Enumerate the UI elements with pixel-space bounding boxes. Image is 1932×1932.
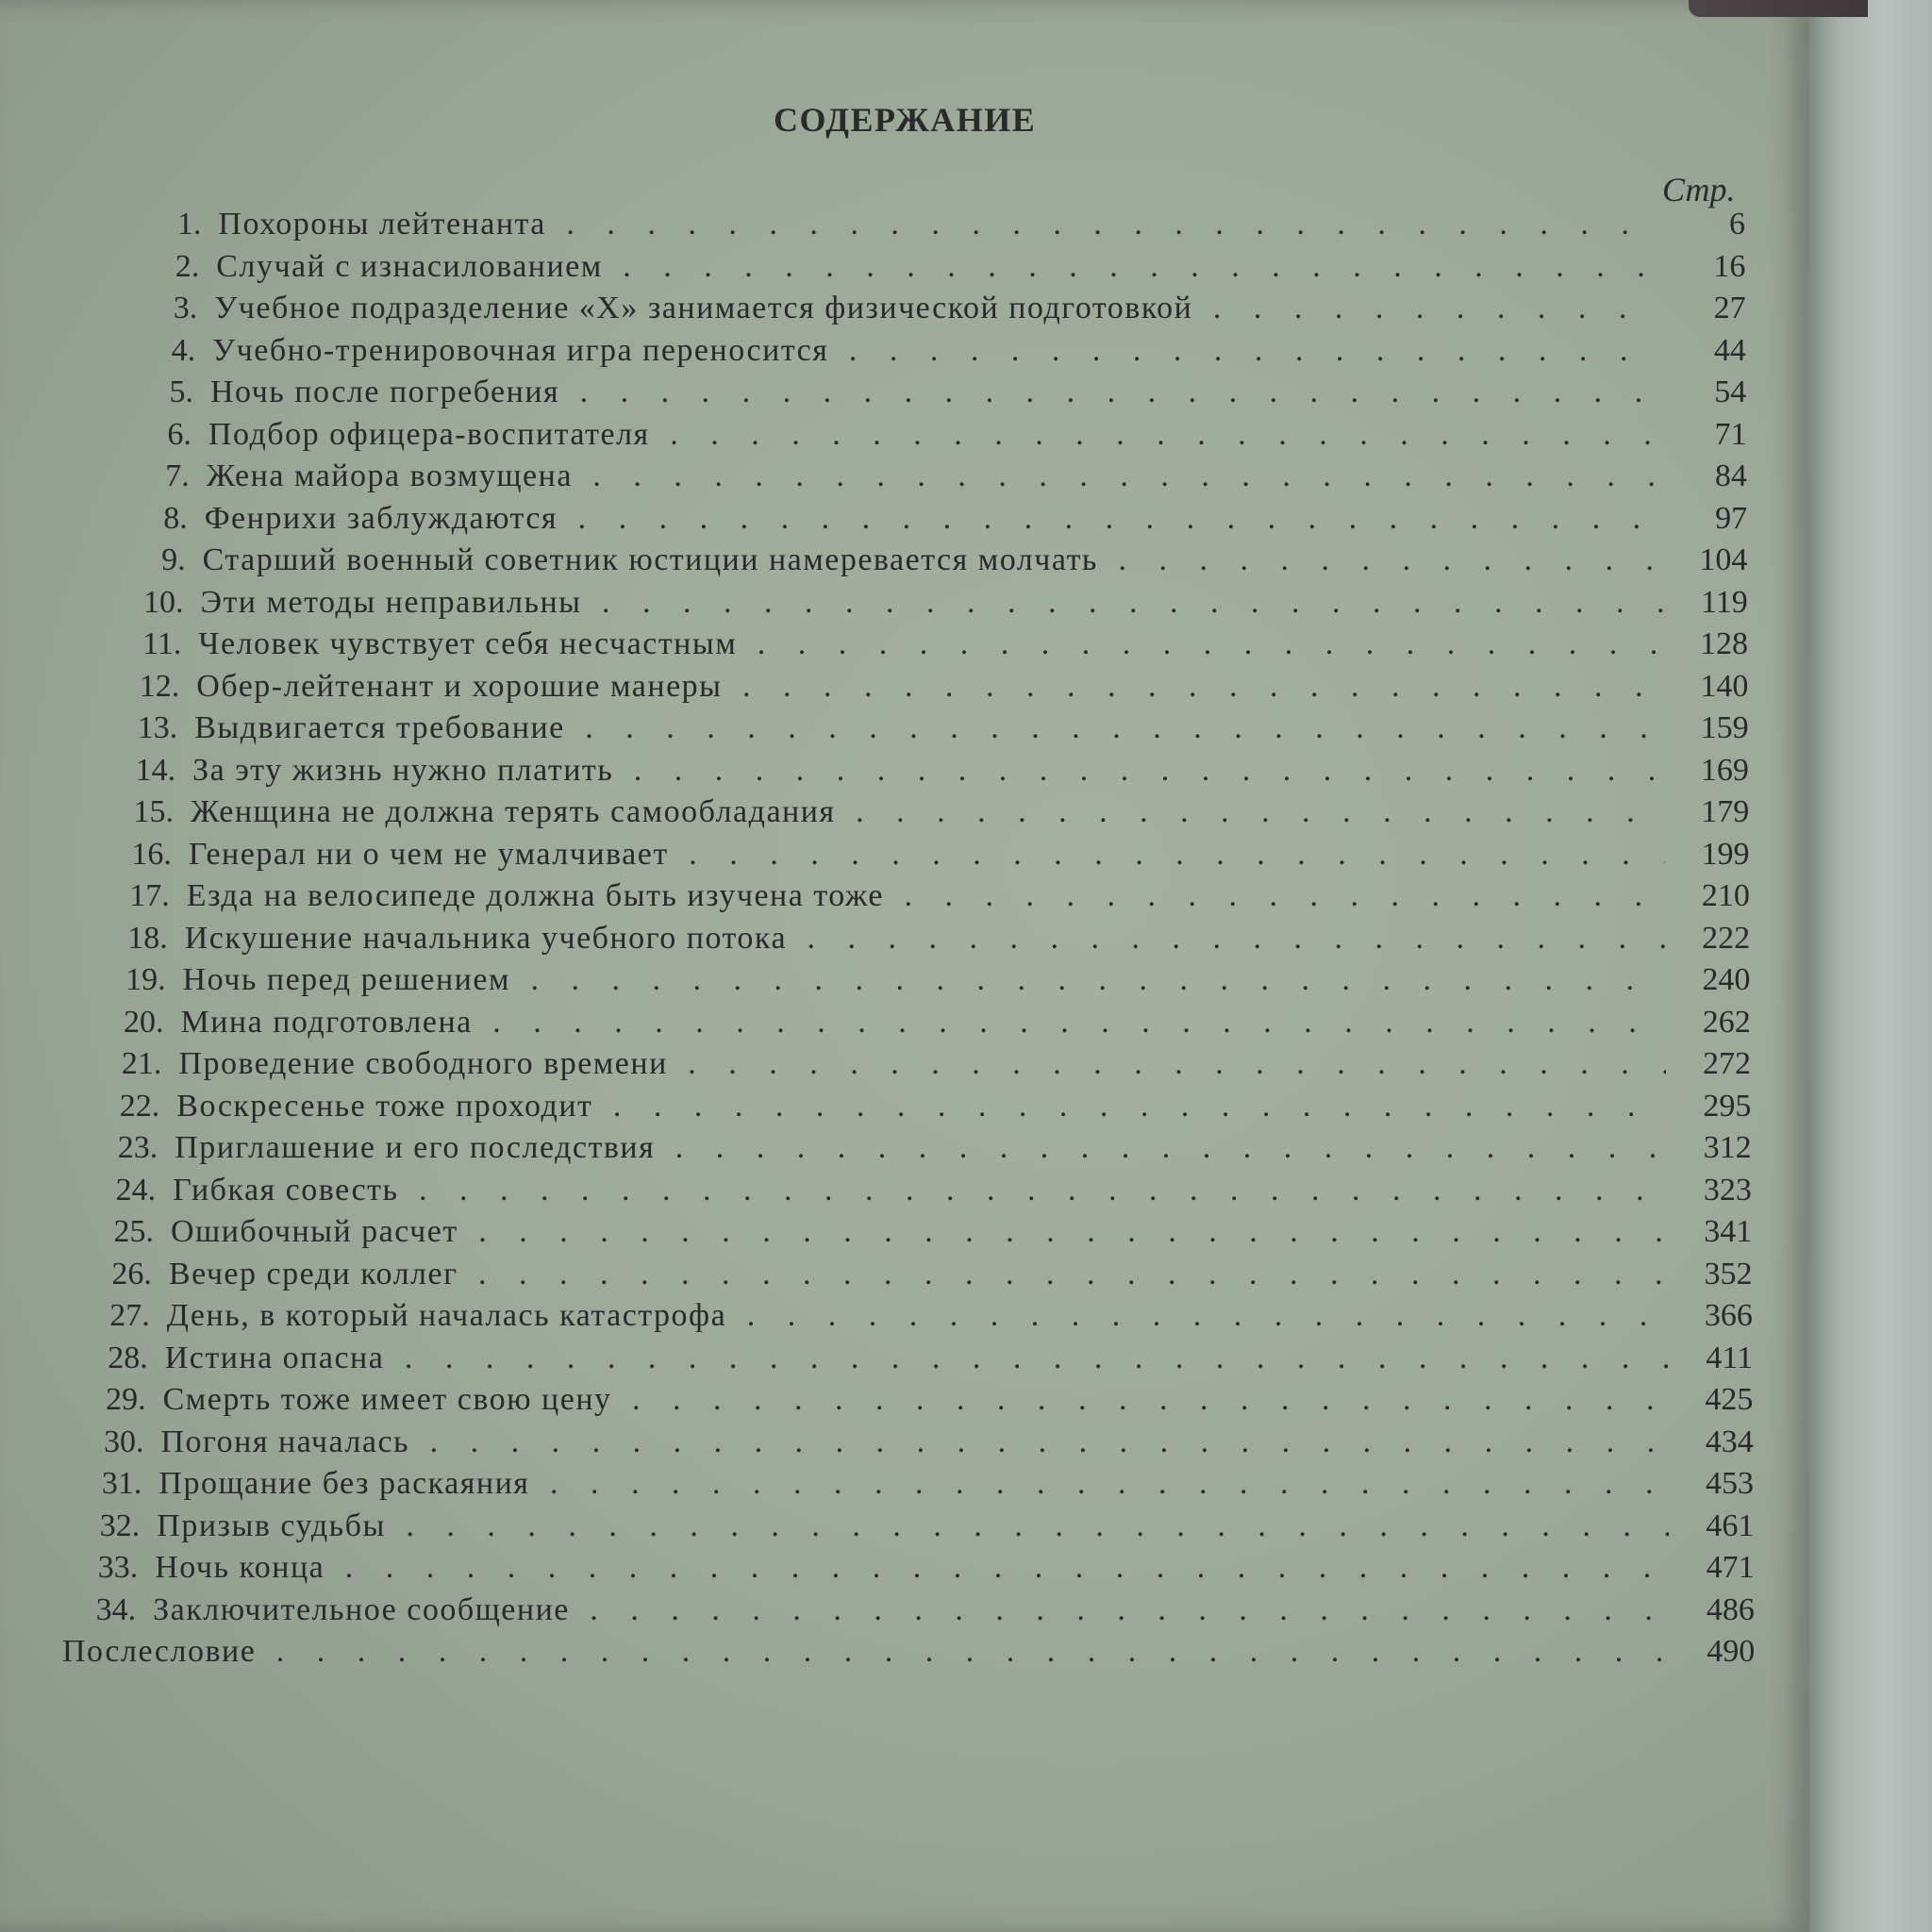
toc-entry [66,1507,1754,1545]
toc-entry-number: 7. [165,458,190,493]
toc-entry-title: Проведение свободного времени . . . [178,1045,1666,1083]
toc-entry-number: 3. [173,291,198,325]
toc-entry-page: 461 [1706,1507,1755,1543]
toc-entry-page: 159 [1700,710,1749,745]
toc-entry [82,1172,1752,1209]
toc-entry-title: Похороны лейтенанта . . . [218,206,1660,243]
table-of-contents-title: СОДЕРЖАНИЕ [774,101,1037,139]
toc-entry-number: 12. [139,668,180,704]
toc-entry-number: 21. [121,1046,162,1081]
toc-entry-number: 33. [97,1550,139,1585]
toc-entry-page: 128 [1700,626,1748,661]
toc-entry-page: 119 [1700,584,1748,620]
toc-entry [84,1129,1751,1167]
toc-entry-title: Воскресенье тоже проходит . . . [176,1088,1666,1125]
toc-entry-number: 2. [175,248,200,284]
toc-entry-title: Эти методы неправильны . . . [201,584,1663,622]
toc-entry-title: Человек чувствует себя несчастным . . . [198,625,1663,663]
toc-entry [127,206,1745,243]
toc-entry-title: Смерть тоже имеет свою цену . . . [163,1381,1669,1419]
toc-entry [112,541,1748,579]
toc-entry-title: Приглашение и его последствия . . . [175,1129,1666,1167]
toc-entry-number: 14. [135,752,176,788]
toc-entry-page: 295 [1703,1088,1752,1124]
toc-entry-page: 71 [1714,416,1747,452]
toc-entry-number: 28. [108,1340,148,1375]
toc-entry-number: 13. [137,710,178,745]
toc-entry [98,836,1750,874]
toc-entry-page: 104 [1699,542,1748,577]
toc-entry-number: 22. [119,1088,160,1124]
toc-entry [125,248,1745,286]
toc-entry-number: 31. [101,1466,142,1501]
toc-entry [106,668,1748,706]
toc-entry-number: 16. [131,836,172,872]
toc-entry-title: Гибкая совесть . . . [173,1172,1667,1209]
toc-entry-page: 471 [1706,1550,1755,1585]
toc-entry-title: Подбор офицера-воспитателя . . . [208,416,1662,454]
toc-entry-number: 25. [113,1214,154,1249]
toc-entry-title: Ночь после погребения . . . [210,374,1661,411]
toc-entry-title: Учебное подразделение «Х» занимается физической подготовкой . . . [214,290,1660,327]
toc-entry-page: 341 [1704,1214,1753,1249]
toc-entry [68,1465,1754,1503]
toc-entry-number: 17. [129,878,170,913]
toc-entry [104,709,1748,747]
toc-entry-number: 30. [104,1424,144,1459]
toc-entry-title: Фенрихи заблуждаются . . . [205,500,1662,538]
toc-entry-number: 18. [127,920,168,956]
toc-entry-title: Выдвигается требование . . . [194,709,1663,747]
toc-entry-page: 16 [1713,248,1746,284]
toc-entry [100,793,1749,831]
toc-entry-title: Ночь перед решением . . . [183,961,1666,999]
toc-entry [116,458,1747,495]
toc-entry-page: 97 [1715,500,1748,536]
toc-entry-number: 6. [167,416,192,452]
toc-entry-number: 5. [169,375,193,409]
toc-entry-title: Генерал ни о чем не умалчивает . . . [189,836,1665,874]
toc-entry [73,1381,1754,1419]
page-edge [1809,0,1932,1932]
toc-entry-page: 262 [1702,1004,1751,1040]
toc-entry-title: Послесловие . . . [62,1633,1670,1671]
toc-entry-page: 54 [1714,375,1747,409]
toc-entry-title: Искушение начальника учебного потока . . . [185,920,1665,958]
toc-entry-title: За эту жизнь нужно платить . . . [192,752,1664,790]
toc-entry [71,1424,1754,1461]
toc-entry-page: 434 [1705,1424,1754,1459]
toc-entry [76,1297,1753,1335]
toc-entry-title: Жена майора возмущена . . . [207,458,1662,495]
toc-entry [124,290,1745,327]
toc-entry-title: Прощание без раскаяния . . . [158,1465,1669,1503]
toc-entry [75,1340,1753,1377]
toc-entry-number: 34. [95,1591,137,1627]
toc-entry [118,416,1747,454]
toc-entry-page: 272 [1703,1046,1751,1081]
toc-entry-title: Призыв судьбы . . . [157,1507,1669,1545]
toc-entry-number: 24. [115,1172,157,1208]
toc-entry-page: 169 [1700,752,1749,788]
toc-entry [91,1004,1751,1041]
toc-entry [78,1256,1753,1293]
toc-entry [64,1549,1754,1587]
toc-entry-page: 490 [1707,1634,1756,1669]
page-column-label: Стр. [1662,171,1736,208]
toc-entry [62,1591,1755,1629]
toc-entry-page: 140 [1700,668,1749,704]
toc-entry-title: Истина опасна . . . [165,1340,1668,1377]
toc-entry [96,877,1750,915]
toc-entry-number: 4. [171,332,196,368]
toc-entry-page: 199 [1701,836,1750,872]
toc-entry-number: 8. [163,500,188,536]
toc-entry-page: 453 [1706,1466,1754,1501]
toc-entry-page: 44 [1713,332,1746,368]
toc-entry-page: 312 [1703,1130,1752,1165]
toc-entry-number: 10. [143,584,184,620]
toc-entry [86,1088,1751,1125]
toc-entry-page: 486 [1706,1591,1755,1627]
toc-entry-title: Вечер среди коллег . . . [169,1256,1668,1293]
toc-entry [80,1213,1752,1251]
toc-entry-page: 352 [1704,1256,1753,1291]
toc-entry-number: 32. [99,1507,141,1543]
toc-entry-title: Заключительное сообщение . . . [153,1591,1670,1629]
toc-entry-title: Погоня началась . . . [161,1424,1669,1461]
toc-entry-title: Учебно-тренировочная игра переносится . . . [212,332,1661,370]
toc-entry-page: 210 [1701,878,1750,913]
toc-entry [110,584,1748,622]
toc-entry [102,752,1749,790]
toc-entry-number: 11. [142,626,182,661]
toc-entry-page: 179 [1701,794,1750,829]
toc-entry-page: 84 [1714,458,1747,493]
toc-entry-number: 19. [125,962,166,997]
toc-entry-number: 15. [133,794,174,829]
toc-entry-page: 222 [1702,920,1751,956]
toc-entry [88,1045,1751,1083]
toc-entry-title: Мина подготовлена . . . [181,1004,1666,1041]
toc-entry [120,374,1746,411]
toc-entry-number: 20. [124,1004,164,1040]
book-cover-corner [1689,0,1868,17]
toc-entry-page: 411 [1706,1340,1754,1375]
toc-entry [92,961,1751,999]
toc-entry [94,920,1750,958]
toc-entry [122,332,1746,370]
toc-entry-title: Случай с изнасилованием . . . [216,248,1660,286]
toc-entry-afterword [62,1633,1755,1671]
toc-entry-title: Женщина не должна терять самообладания . . . [191,793,1664,831]
toc-entry-page: 6 [1729,207,1745,242]
toc-entry-title: Езда на велосипеде должна быть изучена тоже . . . [187,877,1665,915]
toc-entry-page: 425 [1705,1382,1754,1417]
toc-entry-number: 23. [117,1130,158,1165]
toc-entry-title: Старший военный советник юстиции намеревается молчать . . . [203,541,1663,579]
toc-entry-number: 29. [106,1382,146,1417]
toc-entry-page: 323 [1703,1172,1752,1208]
toc-entry-page: 27 [1713,291,1746,325]
toc-entry-number: 9. [161,542,186,577]
toc-entry-number: 26. [111,1256,152,1291]
toc-entry [108,625,1748,663]
toc-entry [114,500,1747,538]
toc-entry-number: 1. [176,207,202,242]
toc-entry-title: Ошибочный расчет . . . [171,1213,1667,1251]
toc-entry-title: Ночь конца . . . [155,1549,1669,1587]
toc-entry-page: 240 [1702,962,1751,997]
toc-entry-number: 27. [109,1298,150,1333]
toc-entry-title: Обер-лейтенант и хорошие манеры . . . [196,668,1663,706]
toc-entry-title: День, в который началась катастрофа . . . [167,1297,1668,1335]
toc-entry-page: 366 [1704,1298,1753,1333]
